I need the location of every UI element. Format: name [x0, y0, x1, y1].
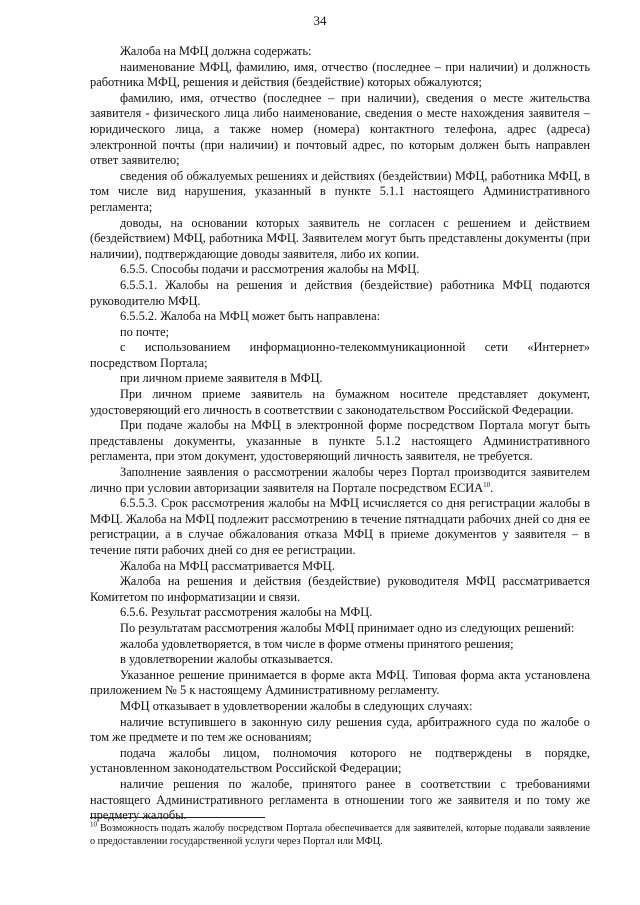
page-number: 34 [313, 13, 327, 28]
paragraph: в удовлетворении жалобы отказывается. [120, 652, 334, 667]
footnote [90, 822, 590, 848]
paragraph: наименование МФЦ, фамилию, имя, отчество (последнее – при наличии) и должность работника МФЦ, решения и действия (бездействие) которых обжалуются; [90, 59, 590, 90]
paragraph: Жалоба на решения и действия (бездействие) руководителя МФЦ рассматривается Комитетом по информатизации и связи. [90, 574, 590, 604]
paragraph: при личном приеме заявителя в МФЦ. [120, 371, 323, 386]
paragraph: 6.5.5.2. Жалоба на МФЦ может быть направлена: [120, 309, 381, 324]
paragraph: фамилию, имя, отчество (последнее – при наличии), сведения о месте жительства заявителя - физического лица либо наименование, сведения о месте нахождения заявителя – юридического лица, а также номер (номера) контактного телефона, адрес (адреса) электронной почты (при наличии) и почтовый адрес, по которым должен быть направлен ответ заявителю; [90, 90, 590, 168]
paragraph: По результатам рассмотрения жалобы МФЦ принимает одно из следующих решений: [120, 620, 575, 635]
paragraph: доводы, на основании которых заявитель не согласен с решением и действием (бездействием) МФЦ, работника МФЦ. Заявителем могут быть представлены документы (при наличии), подтверждающие доводы заявителя, либо их копии. [90, 215, 590, 261]
paragraph: 6.5.5. Способы подачи и рассмотрения жалобы на МФЦ. [120, 262, 420, 277]
paragraph: При личном приеме заявитель на бумажном носителе представляет документ, удостоверяющий его личность в соответствии с законодательством Российской Федерации. [90, 387, 590, 417]
footnote-separator [90, 817, 265, 818]
paragraph: Указанное решение принимается в форме акта МФЦ. Типовая форма акта установлена приложением № 5 к настоящему Административному регламенту. [90, 667, 590, 698]
footnote-reference[interactable]: 10 [483, 480, 491, 489]
paragraph: с использованием информационно-телекоммуникационной сети «Интернет» посредством Портала; [90, 340, 590, 370]
paragraph: наличие решения по жалобе, принятого ранее в соответствии с требованиями настоящего Административного регламента в отношении того же заявителя и по тому же предмету жалобы. [90, 776, 590, 823]
paragraph: жалоба удовлетворяется, в том числе в форме отмены принятого решения; [120, 636, 514, 651]
paragraph: 6.5.5.1. Жалобы на решения и действия (бездействие) работника МФЦ подаются руководителю МФЦ. [90, 277, 590, 308]
paragraph: наличие вступившего в законную силу решения суда, арбитражного суда по жалобе о том же предмете и по тем же основаниям; [90, 714, 590, 745]
paragraph: При подаче жалобы на МФЦ в электронной форме посредством Портала могут быть представлены документы, указанные в пункте 5.1.2 настоящего Административного регламента, при этом документ, удостоверяющий личность заявителя, не требуется. [90, 418, 590, 464]
footnote-text: Возможность подать жалобу посредством Портала обеспечивается для заявителей, которые подавали заявление о предоставлении государственной услуги через Портал или МФЦ. [90, 823, 590, 847]
paragraph: подача жалобы лицом, полномочия которого не подтверждены в порядке, установленном законодательством Российской Федерации; [90, 745, 590, 776]
paragraph-end: . [490, 480, 494, 495]
footnote-paragraph [90, 822, 590, 848]
document-body [90, 44, 590, 824]
paragraph: сведения об обжалуемых решениях и действиях (бездействии) МФЦ, работника МФЦ, в том числе вид нарушения, указанный в пункте 5.1.1 настоящего Административного регламента; [90, 168, 590, 214]
paragraph-text: Заполнение заявления о рассмотрении жалобы через Портал производится заявителем лично при условии авторизации заявителя на Портале посредством ЕСИА [90, 465, 590, 495]
paragraph: по почте; [120, 324, 170, 339]
paragraph: Жалоба на МФЦ должна содержать: [120, 44, 312, 58]
paragraph: Жалоба на МФЦ рассматривается МФЦ. [120, 558, 335, 573]
paragraph-with-footnote [90, 465, 590, 496]
paragraph: МФЦ отказывает в удовлетворении жалобы в следующих случаях: [120, 698, 473, 713]
footnote-number: 10 [90, 820, 97, 829]
paragraph: 6.5.5.3. Срок рассмотрения жалобы на МФЦ исчисляется со дня регистрации жалобы в МФЦ. Жалоба на МФЦ подлежит рассмотрению в течение пятнадцати рабочих дней со дня ее регистрации, а в случае обжалования отказа МФЦ в приеме документов у заявителя – в течение пяти рабочих дней со дня ее регистрации. [90, 496, 590, 557]
paragraph: 6.5.6. Результат рассмотрения жалобы на МФЦ. [120, 605, 373, 620]
